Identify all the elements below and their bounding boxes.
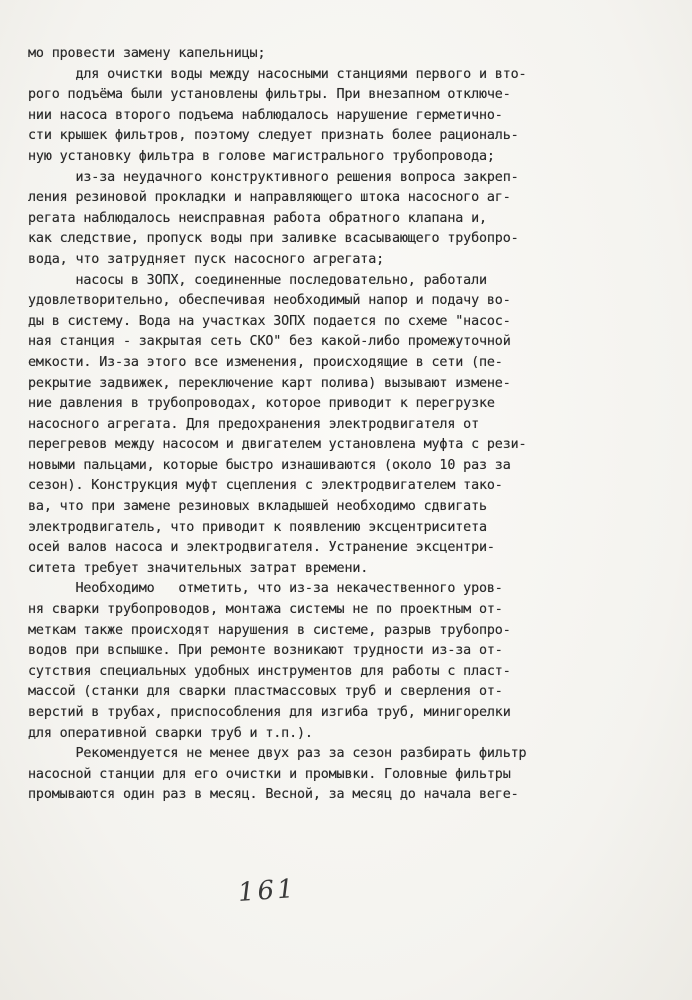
text-line: рекрытие задвижек, переключение карт полива) вызывают измене-	[28, 375, 511, 391]
text-line: ды в систему. Вода на участках ЗОПХ подается по схеме "насос-	[28, 313, 511, 329]
text-line: сутствия специальных удобных инструментов для работы с пласт-	[28, 663, 511, 679]
text-line: рого подъёма были установлены фильтры. При внезапном отключе-	[28, 87, 511, 103]
text-line: новыми пальцами, которые быстро изнашиваются (около 10 раз за	[28, 457, 511, 473]
page-number: 161	[237, 873, 298, 909]
text-line: насосы в ЗОПХ, соединенные последовательно, работали	[28, 272, 487, 288]
text-line: верстий в трубах, приспособления для изгиба труб, минигорелки	[28, 705, 511, 720]
text-line: ситета требует значительных затрат времени.	[28, 560, 369, 576]
text-line: ние давления в трубопроводах, которое приводит к перегрузке	[28, 396, 495, 412]
text-line: как следствие, пропуск воды при заливке всасывающего трубопро-	[28, 231, 519, 247]
text-line: мо провести замену капельницы;	[28, 46, 266, 61]
text-line: ления резиновой прокладки и направляющего штока насосного аг-	[28, 190, 511, 206]
text-line: емкости. Из-за этого все изменения, происходящие в сети (пе-	[28, 354, 503, 370]
text-line: для очистки воды между насосными станциями первого и вто-	[28, 66, 527, 82]
text-line: сти крышек фильтров, поэтому следует признать более рациональ-	[28, 128, 519, 144]
text-line: вода, что затрудняет пуск насосного агрегата;	[28, 251, 385, 267]
text-line: электродвигатель, что приводит к появлению эксцентриситета	[28, 519, 487, 535]
body-text	[28, 44, 668, 806]
text-line: промываются один раз в месяц. Весной, за месяц до начала веге-	[28, 787, 519, 803]
text-line: водов при вспышке. При ремонте возникают трудности из-за от-	[28, 643, 503, 659]
text-line: удовлетворительно, обеспечивая необходимый напор и подачу во-	[28, 293, 511, 309]
text-line: из-за неудачного конструктивного решения вопроса закреп-	[28, 169, 519, 185]
text-line: ня сварки трубопроводов, монтажа системы не по проектным от-	[28, 602, 503, 618]
text-line: сезон). Конструкция муфт сцепления с электродвигателем тако-	[28, 478, 503, 494]
text-line: для оперативной сварки труб и т.п.).	[28, 725, 313, 741]
text-line: насосной станции для его очистки и промывки. Головные фильтры	[28, 766, 511, 782]
text-line: ную установку фильтра в голове магистрального трубопровода;	[28, 148, 495, 164]
text-line: ная станция - закрытая сеть СКО" без какой-либо промежуточной	[28, 334, 511, 350]
text-line: нии насоса второго подъема наблюдалось нарушение герметично-	[28, 107, 503, 123]
text-line: регата наблюдалось неисправная работа обратного клапана и,	[28, 210, 487, 226]
text-line: перегревов между насосом и двигателем установлена муфта с рези-	[28, 437, 527, 453]
text-line: осей валов насоса и электродвигателя. Устранение эксцентри-	[28, 540, 495, 556]
text-line: меткам также происходят нарушения в системе, разрыв трубопро-	[28, 622, 511, 638]
text-line: массой (станки для сварки пластмассовых труб и сверления от-	[28, 684, 503, 700]
text-line: Необходимо отметить, что из-за некачественного уров-	[28, 581, 503, 597]
text-line: Рекомендуется не менее двух раз за сезон разбирать фильтр	[28, 746, 527, 762]
text-line: насосного агрегата. Для предохранения электродвигателя от	[28, 416, 479, 432]
text-line: ва, что при замене резиновых вкладышей необходимо сдвигать	[28, 499, 487, 515]
